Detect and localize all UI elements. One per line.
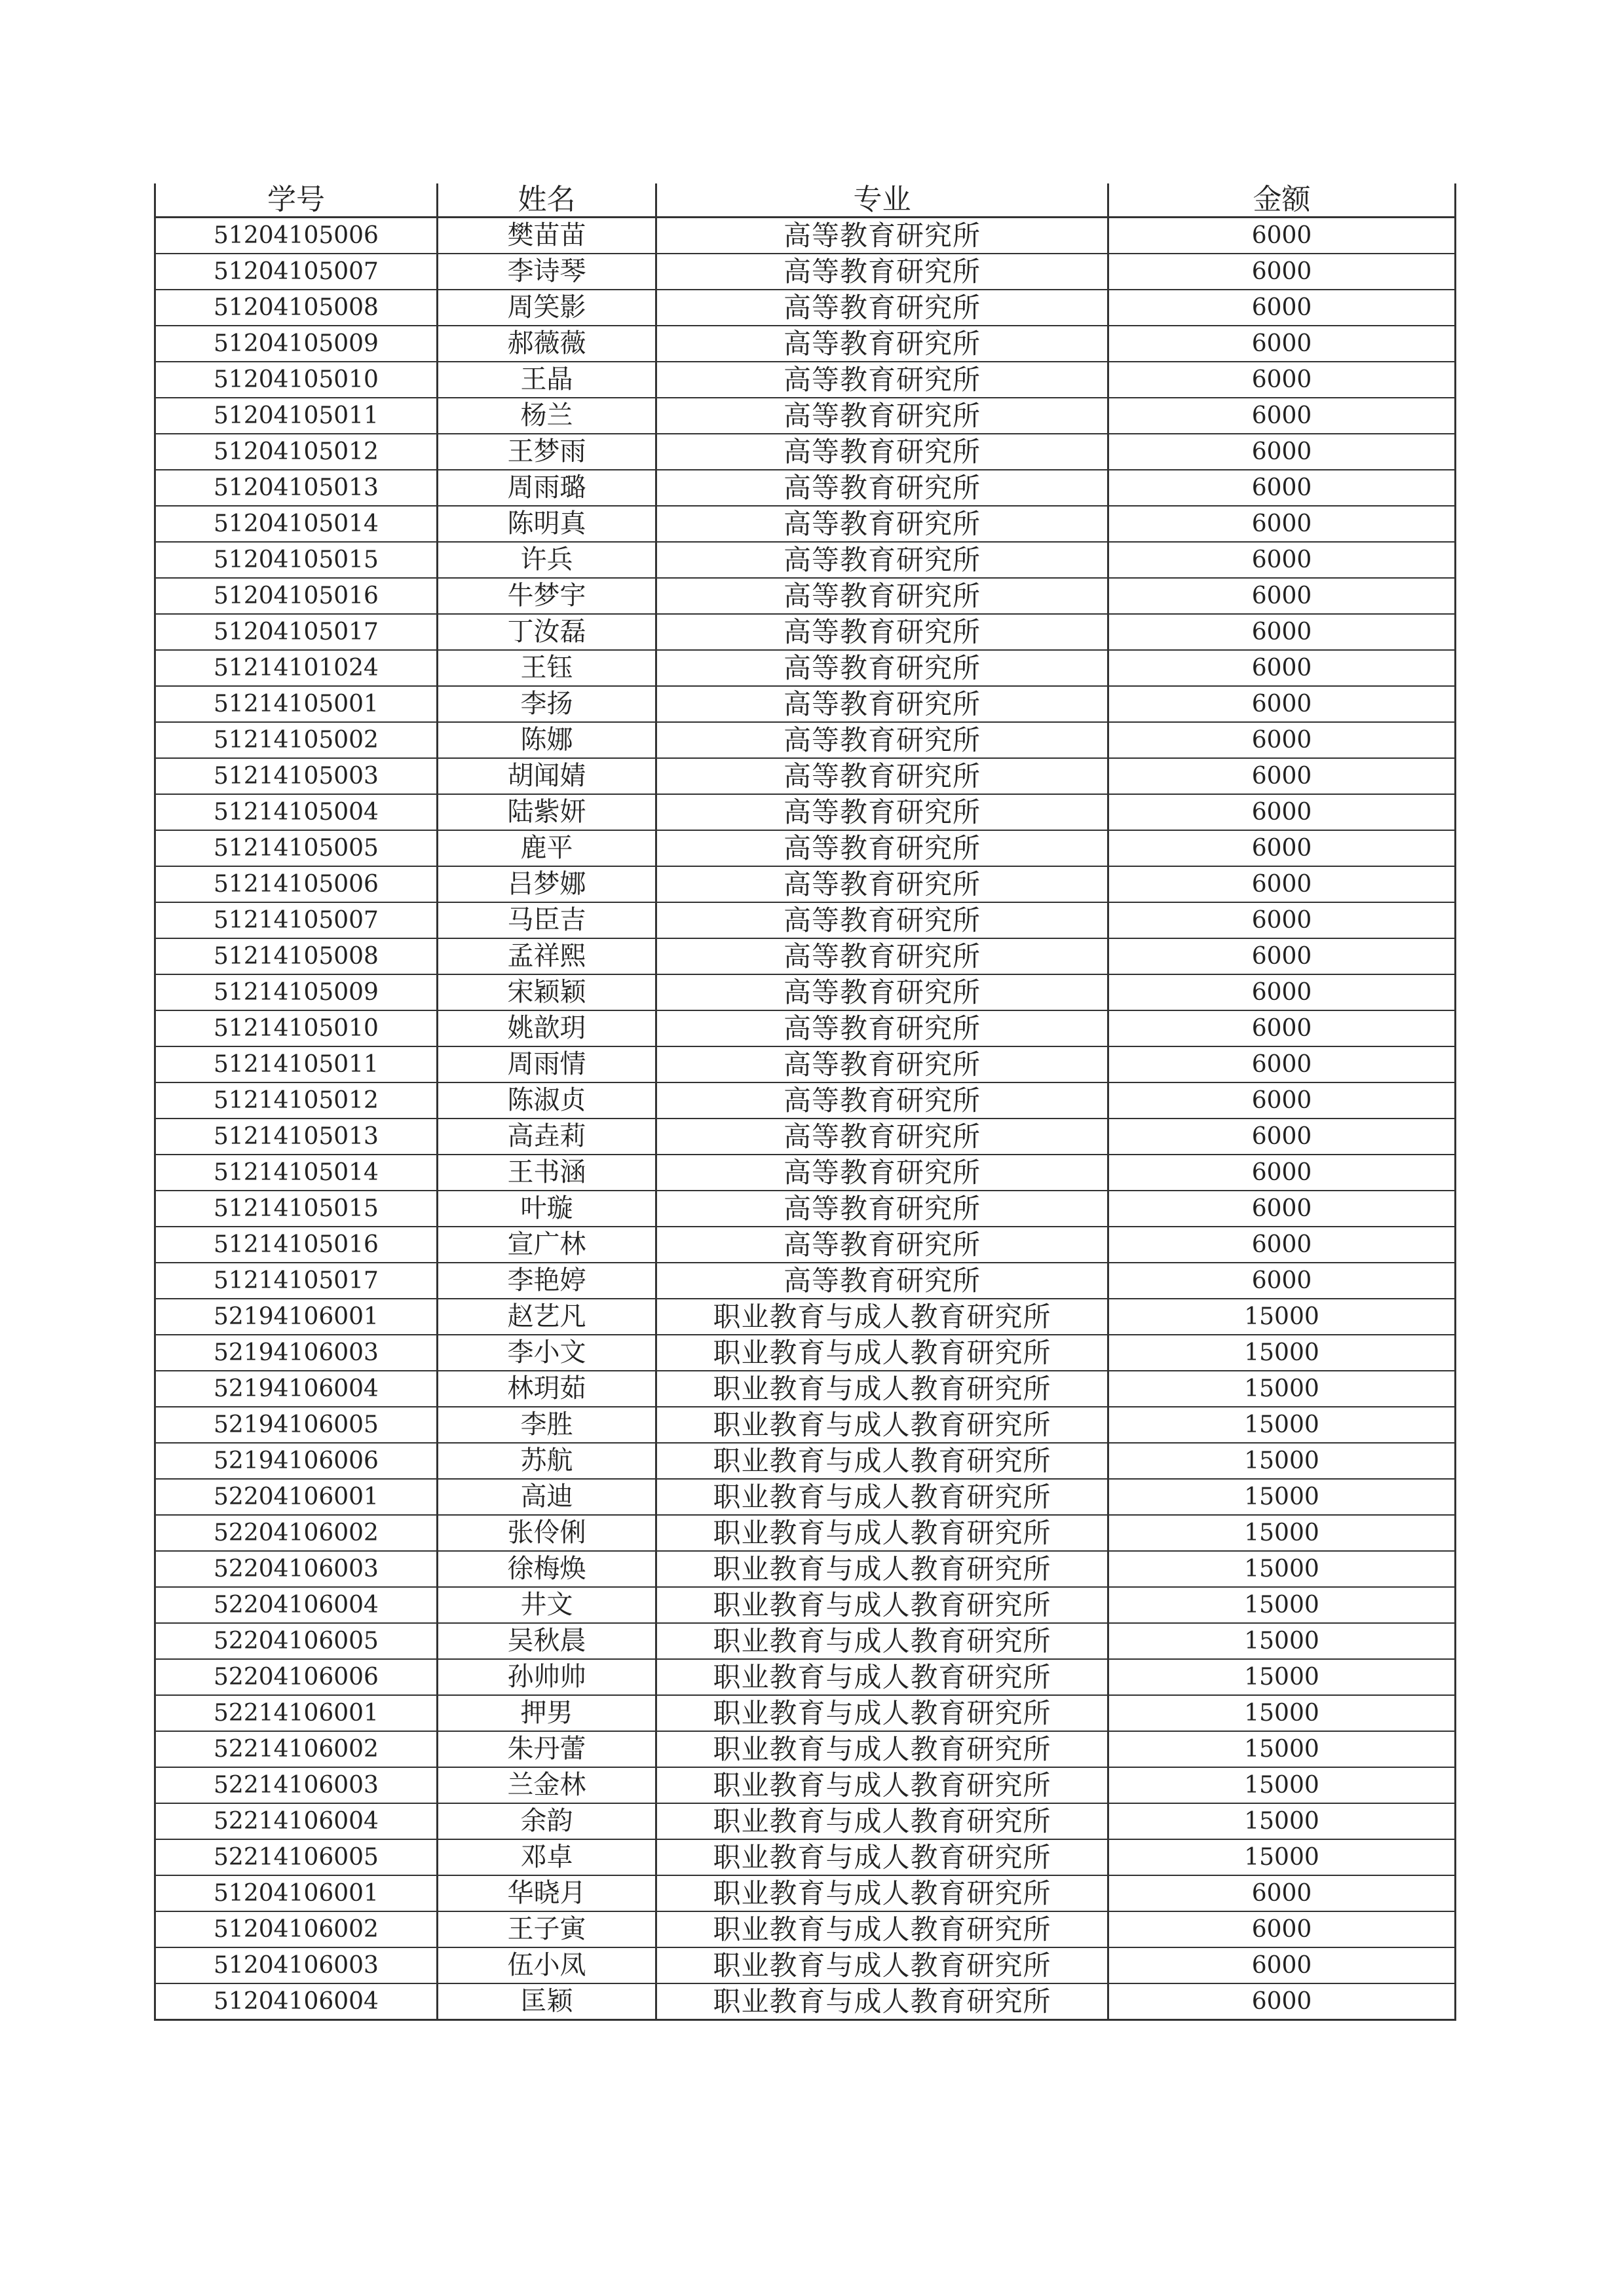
cell-name: 郝薇薇 <box>438 326 656 362</box>
cell-name: 马臣吉 <box>438 902 656 938</box>
cell-major: 职业教育与成人教育研究所 <box>656 1659 1108 1695</box>
cell-name: 杨兰 <box>438 398 656 434</box>
cell-amount: 6000 <box>1108 1911 1456 1947</box>
cell-amount: 15000 <box>1108 1803 1456 1839</box>
table-row <box>155 866 1456 902</box>
cell-major: 职业教育与成人教育研究所 <box>656 1803 1108 1839</box>
cell-major: 职业教育与成人教育研究所 <box>656 1983 1108 2020</box>
cell-student-id: 51204106001 <box>155 1875 438 1911</box>
table-row <box>155 1767 1456 1803</box>
cell-amount: 6000 <box>1108 254 1456 290</box>
cell-name: 周雨璐 <box>438 470 656 506</box>
cell-amount: 6000 <box>1108 686 1456 722</box>
cell-name: 宣广林 <box>438 1227 656 1263</box>
table-row <box>155 830 1456 866</box>
cell-student-id: 51204105006 <box>155 218 438 254</box>
table-row <box>155 506 1456 542</box>
cell-name: 孙帅帅 <box>438 1659 656 1695</box>
table-row <box>155 1803 1456 1839</box>
cell-name: 李胜 <box>438 1407 656 1443</box>
cell-major: 职业教育与成人教育研究所 <box>656 1767 1108 1803</box>
cell-amount: 15000 <box>1108 1515 1456 1551</box>
cell-amount: 15000 <box>1108 1659 1456 1695</box>
table-row <box>155 434 1456 470</box>
cell-name: 李扬 <box>438 686 656 722</box>
cell-amount: 6000 <box>1108 578 1456 614</box>
cell-student-id: 51204105008 <box>155 290 438 326</box>
cell-student-id: 52204106006 <box>155 1659 438 1695</box>
cell-major: 高等教育研究所 <box>656 722 1108 758</box>
cell-student-id: 51214105017 <box>155 1263 438 1299</box>
table-row <box>155 902 1456 938</box>
cell-major: 高等教育研究所 <box>656 506 1108 542</box>
cell-student-id: 51214105008 <box>155 938 438 974</box>
cell-name: 林玥茹 <box>438 1371 656 1407</box>
table-row <box>155 218 1456 254</box>
header-major: 专业 <box>656 183 1108 218</box>
cell-student-id: 51204105013 <box>155 470 438 506</box>
cell-student-id: 51204105014 <box>155 506 438 542</box>
cell-name: 高垚莉 <box>438 1119 656 1155</box>
table-row <box>155 1731 1456 1767</box>
cell-name: 许兵 <box>438 542 656 578</box>
cell-amount: 6000 <box>1108 866 1456 902</box>
cell-major: 职业教育与成人教育研究所 <box>656 1515 1108 1551</box>
table-row <box>155 1443 1456 1479</box>
cell-major: 职业教育与成人教育研究所 <box>656 1299 1108 1335</box>
table-row <box>155 1082 1456 1119</box>
table-body <box>155 218 1456 2020</box>
cell-amount: 6000 <box>1108 398 1456 434</box>
table-row <box>155 794 1456 830</box>
cell-major: 高等教育研究所 <box>656 362 1108 398</box>
cell-major: 高等教育研究所 <box>656 794 1108 830</box>
table-row <box>155 1659 1456 1695</box>
cell-name: 王梦雨 <box>438 434 656 470</box>
cell-major: 高等教育研究所 <box>656 542 1108 578</box>
cell-student-id: 51214105006 <box>155 866 438 902</box>
cell-student-id: 52214106005 <box>155 1839 438 1875</box>
cell-amount: 15000 <box>1108 1479 1456 1515</box>
cell-amount: 6000 <box>1108 974 1456 1010</box>
cell-amount: 6000 <box>1108 614 1456 650</box>
cell-name: 胡闻婧 <box>438 758 656 794</box>
cell-major: 高等教育研究所 <box>656 1263 1108 1299</box>
cell-name: 华晓月 <box>438 1875 656 1911</box>
cell-amount: 15000 <box>1108 1443 1456 1479</box>
table-row <box>155 1227 1456 1263</box>
cell-name: 李小文 <box>438 1335 656 1371</box>
cell-major: 职业教育与成人教育研究所 <box>656 1551 1108 1587</box>
cell-amount: 6000 <box>1108 1227 1456 1263</box>
table-row <box>155 1263 1456 1299</box>
cell-student-id: 52194106005 <box>155 1407 438 1443</box>
cell-amount: 6000 <box>1108 722 1456 758</box>
cell-amount: 6000 <box>1108 506 1456 542</box>
cell-name: 周雨情 <box>438 1046 656 1082</box>
cell-name: 陈明真 <box>438 506 656 542</box>
cell-student-id: 51214105013 <box>155 1119 438 1155</box>
table-row <box>155 1407 1456 1443</box>
cell-student-id: 51204105011 <box>155 398 438 434</box>
cell-amount: 15000 <box>1108 1731 1456 1767</box>
cell-name: 兰金林 <box>438 1767 656 1803</box>
table-row <box>155 1010 1456 1046</box>
cell-name: 押男 <box>438 1695 656 1731</box>
cell-amount: 6000 <box>1108 830 1456 866</box>
cell-amount: 6000 <box>1108 1119 1456 1155</box>
cell-student-id: 51204106003 <box>155 1947 438 1983</box>
cell-amount: 6000 <box>1108 542 1456 578</box>
cell-name: 王晶 <box>438 362 656 398</box>
cell-major: 职业教育与成人教育研究所 <box>656 1335 1108 1371</box>
cell-major: 高等教育研究所 <box>656 686 1108 722</box>
table-row <box>155 362 1456 398</box>
cell-major: 高等教育研究所 <box>656 1227 1108 1263</box>
cell-name: 邓卓 <box>438 1839 656 1875</box>
cell-student-id: 51214105004 <box>155 794 438 830</box>
cell-major: 职业教育与成人教育研究所 <box>656 1839 1108 1875</box>
table-row <box>155 398 1456 434</box>
cell-student-id: 52214106002 <box>155 1731 438 1767</box>
table-row <box>155 290 1456 326</box>
cell-major: 高等教育研究所 <box>656 326 1108 362</box>
cell-name: 井文 <box>438 1587 656 1623</box>
cell-amount: 6000 <box>1108 1046 1456 1082</box>
cell-student-id: 51204105016 <box>155 578 438 614</box>
cell-student-id: 52194106004 <box>155 1371 438 1407</box>
cell-amount: 6000 <box>1108 362 1456 398</box>
table-row <box>155 1587 1456 1623</box>
cell-student-id: 51204105015 <box>155 542 438 578</box>
cell-name: 陈淑贞 <box>438 1082 656 1119</box>
cell-amount: 6000 <box>1108 1983 1456 2020</box>
cell-major: 职业教育与成人教育研究所 <box>656 1731 1108 1767</box>
table-row <box>155 1191 1456 1227</box>
cell-student-id: 52204106002 <box>155 1515 438 1551</box>
cell-amount: 6000 <box>1108 938 1456 974</box>
cell-major: 高等教育研究所 <box>656 866 1108 902</box>
cell-name: 孟祥熙 <box>438 938 656 974</box>
cell-amount: 6000 <box>1108 1947 1456 1983</box>
cell-amount: 15000 <box>1108 1335 1456 1371</box>
cell-amount: 15000 <box>1108 1551 1456 1587</box>
cell-major: 高等教育研究所 <box>656 1010 1108 1046</box>
cell-major: 高等教育研究所 <box>656 1191 1108 1227</box>
table-header <box>155 183 1456 218</box>
cell-name: 姚歆玥 <box>438 1010 656 1046</box>
cell-major: 高等教育研究所 <box>656 974 1108 1010</box>
cell-name: 牛梦宇 <box>438 578 656 614</box>
cell-major: 职业教育与成人教育研究所 <box>656 1479 1108 1515</box>
cell-major: 职业教育与成人教育研究所 <box>656 1947 1108 1983</box>
cell-major: 高等教育研究所 <box>656 218 1108 254</box>
cell-student-id: 51204106004 <box>155 1983 438 2020</box>
cell-amount: 6000 <box>1108 218 1456 254</box>
cell-major: 职业教育与成人教育研究所 <box>656 1443 1108 1479</box>
cell-student-id: 52204106004 <box>155 1587 438 1623</box>
cell-student-id: 52214106004 <box>155 1803 438 1839</box>
cell-student-id: 52204106003 <box>155 1551 438 1587</box>
cell-name: 陆紫妍 <box>438 794 656 830</box>
cell-amount: 15000 <box>1108 1299 1456 1335</box>
table-row <box>155 1155 1456 1191</box>
cell-student-id: 51214105011 <box>155 1046 438 1082</box>
cell-name: 鹿平 <box>438 830 656 866</box>
cell-amount: 6000 <box>1108 650 1456 686</box>
cell-name: 李艳婷 <box>438 1263 656 1299</box>
cell-student-id: 51214105010 <box>155 1010 438 1046</box>
cell-name: 王书涵 <box>438 1155 656 1191</box>
header-amount: 金额 <box>1108 183 1456 218</box>
cell-name: 叶璇 <box>438 1191 656 1227</box>
table-row <box>155 1839 1456 1875</box>
cell-name: 丁汝磊 <box>438 614 656 650</box>
cell-major: 高等教育研究所 <box>656 1082 1108 1119</box>
cell-name: 余韵 <box>438 1803 656 1839</box>
table-row <box>155 650 1456 686</box>
cell-name: 吕梦娜 <box>438 866 656 902</box>
cell-student-id: 51214105009 <box>155 974 438 1010</box>
table-row <box>155 614 1456 650</box>
cell-amount: 6000 <box>1108 470 1456 506</box>
table-row <box>155 938 1456 974</box>
cell-student-id: 51214105005 <box>155 830 438 866</box>
table-row <box>155 1119 1456 1155</box>
cell-major: 职业教育与成人教育研究所 <box>656 1371 1108 1407</box>
cell-amount: 6000 <box>1108 326 1456 362</box>
header-student-id: 学号 <box>155 183 438 218</box>
table-row <box>155 1479 1456 1515</box>
cell-amount: 15000 <box>1108 1623 1456 1659</box>
cell-student-id: 51214105015 <box>155 1191 438 1227</box>
table-row <box>155 1371 1456 1407</box>
cell-student-id: 51204105010 <box>155 362 438 398</box>
cell-major: 职业教育与成人教育研究所 <box>656 1911 1108 1947</box>
cell-name: 匡颖 <box>438 1983 656 2020</box>
cell-name: 高迪 <box>438 1479 656 1515</box>
cell-amount: 6000 <box>1108 758 1456 794</box>
cell-major: 职业教育与成人教育研究所 <box>656 1587 1108 1623</box>
cell-major: 高等教育研究所 <box>656 1046 1108 1082</box>
cell-student-id: 51214105007 <box>155 902 438 938</box>
table-row <box>155 722 1456 758</box>
table-row <box>155 758 1456 794</box>
cell-major: 职业教育与成人教育研究所 <box>656 1407 1108 1443</box>
table-row <box>155 470 1456 506</box>
table-row <box>155 1875 1456 1911</box>
cell-student-id: 52194106003 <box>155 1335 438 1371</box>
cell-student-id: 51214105012 <box>155 1082 438 1119</box>
cell-amount: 6000 <box>1108 1875 1456 1911</box>
cell-name: 樊苗苗 <box>438 218 656 254</box>
cell-amount: 15000 <box>1108 1695 1456 1731</box>
cell-major: 高等教育研究所 <box>656 614 1108 650</box>
cell-amount: 6000 <box>1108 1082 1456 1119</box>
cell-student-id: 52214106001 <box>155 1695 438 1731</box>
cell-major: 高等教育研究所 <box>656 758 1108 794</box>
cell-amount: 6000 <box>1108 1155 1456 1191</box>
cell-student-id: 51204105017 <box>155 614 438 650</box>
cell-student-id: 52204106005 <box>155 1623 438 1659</box>
cell-amount: 15000 <box>1108 1587 1456 1623</box>
cell-amount: 15000 <box>1108 1839 1456 1875</box>
cell-name: 李诗琴 <box>438 254 656 290</box>
cell-major: 高等教育研究所 <box>656 290 1108 326</box>
cell-amount: 15000 <box>1108 1371 1456 1407</box>
cell-name: 伍小凤 <box>438 1947 656 1983</box>
cell-name: 赵艺凡 <box>438 1299 656 1335</box>
cell-major: 高等教育研究所 <box>656 650 1108 686</box>
cell-student-id: 51214101024 <box>155 650 438 686</box>
cell-student-id: 51214105002 <box>155 722 438 758</box>
cell-amount: 15000 <box>1108 1767 1456 1803</box>
cell-student-id: 51214105016 <box>155 1227 438 1263</box>
cell-major: 职业教育与成人教育研究所 <box>656 1695 1108 1731</box>
cell-student-id: 51204105012 <box>155 434 438 470</box>
cell-student-id: 52204106001 <box>155 1479 438 1515</box>
cell-major: 高等教育研究所 <box>656 434 1108 470</box>
cell-student-id: 52214106003 <box>155 1767 438 1803</box>
table-row <box>155 974 1456 1010</box>
cell-name: 王钰 <box>438 650 656 686</box>
table-row <box>155 1335 1456 1371</box>
header-row <box>155 183 1456 218</box>
cell-name: 陈娜 <box>438 722 656 758</box>
cell-amount: 6000 <box>1108 434 1456 470</box>
table-row <box>155 1947 1456 1983</box>
cell-major: 高等教育研究所 <box>656 470 1108 506</box>
cell-name: 张伶俐 <box>438 1515 656 1551</box>
table-row <box>155 1046 1456 1082</box>
header-name: 姓名 <box>438 183 656 218</box>
cell-name: 苏航 <box>438 1443 656 1479</box>
cell-student-id: 51204105007 <box>155 254 438 290</box>
cell-student-id: 51214105014 <box>155 1155 438 1191</box>
cell-student-id: 51204105009 <box>155 326 438 362</box>
table-row <box>155 1623 1456 1659</box>
scholarship-table <box>154 183 1456 2021</box>
cell-student-id: 52194106001 <box>155 1299 438 1335</box>
table-row <box>155 1515 1456 1551</box>
cell-major: 高等教育研究所 <box>656 830 1108 866</box>
cell-major: 高等教育研究所 <box>656 1155 1108 1191</box>
table-row <box>155 1695 1456 1731</box>
cell-amount: 6000 <box>1108 1010 1456 1046</box>
table-row <box>155 254 1456 290</box>
cell-major: 高等教育研究所 <box>656 938 1108 974</box>
cell-major: 高等教育研究所 <box>656 578 1108 614</box>
cell-name: 周笑影 <box>438 290 656 326</box>
cell-amount: 15000 <box>1108 1407 1456 1443</box>
table-row <box>155 686 1456 722</box>
table-row <box>155 1299 1456 1335</box>
cell-student-id: 52194106006 <box>155 1443 438 1479</box>
cell-name: 徐梅焕 <box>438 1551 656 1587</box>
cell-student-id: 51214105003 <box>155 758 438 794</box>
cell-name: 宋颖颖 <box>438 974 656 1010</box>
cell-major: 职业教育与成人教育研究所 <box>656 1623 1108 1659</box>
table-row <box>155 1911 1456 1947</box>
table-row <box>155 326 1456 362</box>
cell-name: 朱丹蕾 <box>438 1731 656 1767</box>
table-row <box>155 1551 1456 1587</box>
cell-major: 高等教育研究所 <box>656 902 1108 938</box>
cell-major: 高等教育研究所 <box>656 398 1108 434</box>
cell-name: 王子寅 <box>438 1911 656 1947</box>
cell-name: 吴秋晨 <box>438 1623 656 1659</box>
table-row <box>155 1983 1456 2020</box>
cell-major: 职业教育与成人教育研究所 <box>656 1875 1108 1911</box>
cell-amount: 6000 <box>1108 290 1456 326</box>
cell-amount: 6000 <box>1108 1191 1456 1227</box>
cell-amount: 6000 <box>1108 1263 1456 1299</box>
cell-student-id: 51204106002 <box>155 1911 438 1947</box>
cell-student-id: 51214105001 <box>155 686 438 722</box>
cell-major: 高等教育研究所 <box>656 254 1108 290</box>
cell-amount: 6000 <box>1108 902 1456 938</box>
cell-amount: 6000 <box>1108 794 1456 830</box>
table-row <box>155 578 1456 614</box>
table-row <box>155 542 1456 578</box>
cell-major: 高等教育研究所 <box>656 1119 1108 1155</box>
